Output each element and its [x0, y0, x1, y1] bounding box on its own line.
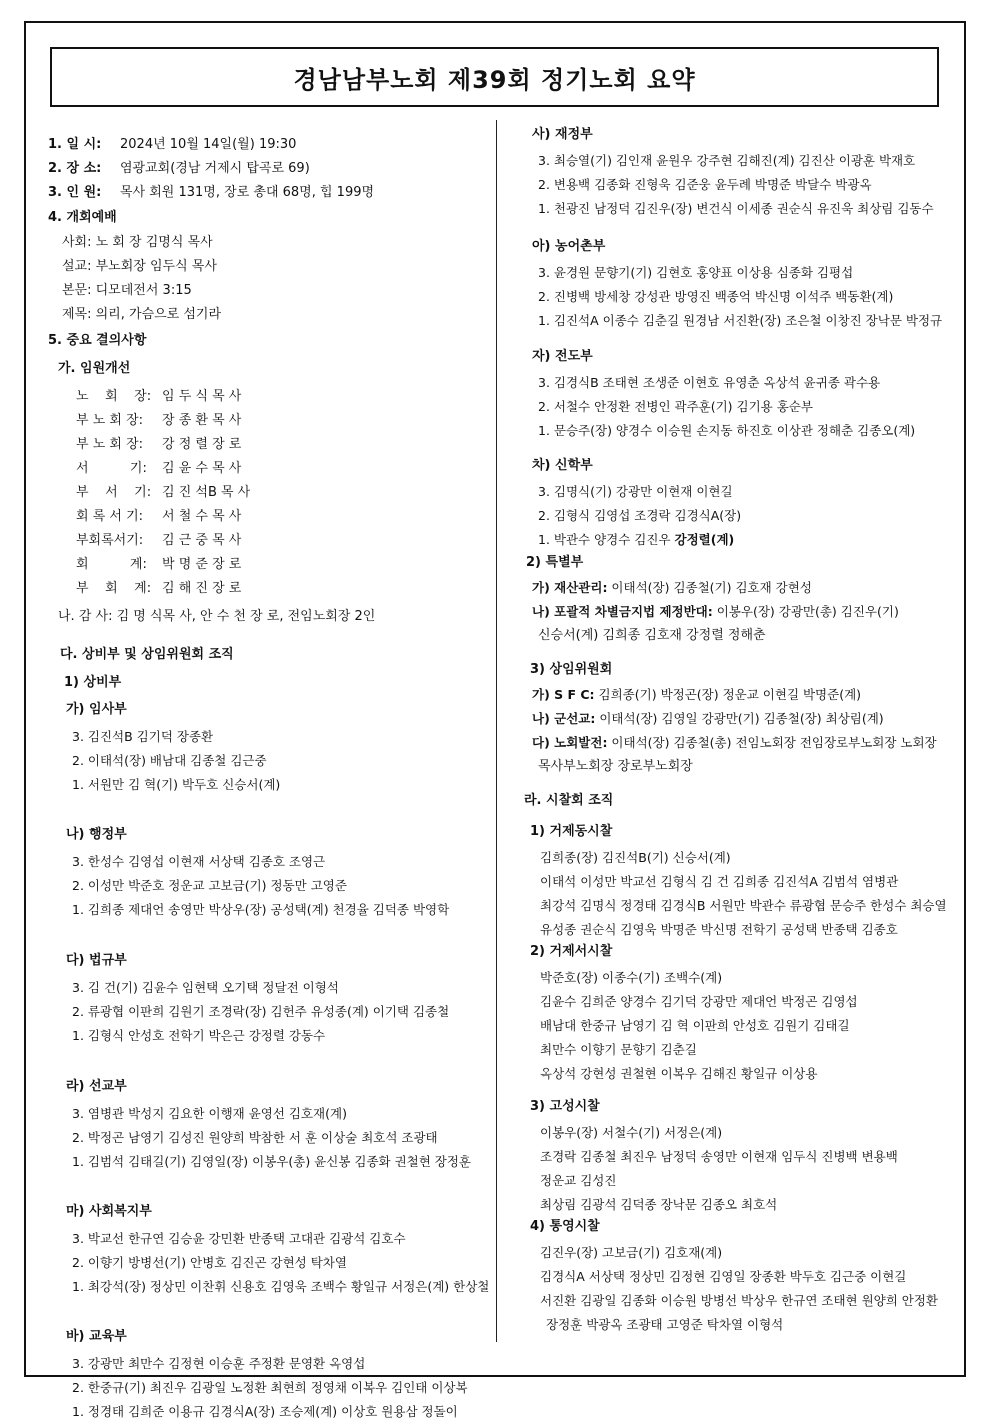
department-heading: 다) 법규부: [66, 953, 127, 968]
inspection-line: 배남대 한중규 남영기 김 혁 이판희 안성호 김원기 김태길: [540, 1018, 850, 1033]
department-line: 1. 문승주(장) 양경수 이승원 손지동 하진호 이상관 정해춘 김종오(계): [538, 423, 916, 438]
officer-role: 부 노 회 장:: [76, 413, 144, 428]
officer-row: [76, 580, 241, 598]
department-line: 3. 윤경원 문향기(기) 김현호 홍양표 이상용 심종화 김평섭: [538, 265, 854, 280]
committees-heading: 3) 상임위원회: [530, 662, 613, 677]
officer-name: 장 종 환 목 사: [162, 413, 242, 428]
committees-item-text: 이태석(장) 김영일 강광만(기) 김종철(장) 최상림(계): [595, 711, 884, 726]
department-line: 1. 김범석 김태길(기) 김영일(장) 이봉우(총) 윤신봉 김종화 권철현 장정훈: [72, 1154, 471, 1169]
worship-item: 본문: 디모데전서 3:15: [62, 283, 192, 298]
officers-heading: 가. 임원개선: [58, 361, 131, 376]
worship-heading: 4. 개회예배: [48, 210, 117, 225]
officer-name: 김 해 진 장 로: [162, 581, 242, 596]
committees-item: [532, 686, 861, 704]
department-heading: 아) 농어촌부: [532, 239, 606, 254]
department-line-text: 1. 박관수 양경수 김진우: [538, 532, 675, 547]
department-heading: 나) 행정부: [66, 827, 127, 842]
department-line-bold: 강정렬(계): [674, 532, 735, 547]
department-line: 2. 변용백 김종화 진형욱 김준웅 윤두례 박명준 박달수 박광옥: [538, 177, 872, 192]
department-line: 3. 김경식B 조태현 조생준 이현호 유영춘 옥상석 윤귀종 곽수용: [538, 375, 881, 390]
department-line: 1. 서원만 김 혁(기) 박두호 신승서(계): [72, 777, 281, 792]
department-line: 3. 김 건(기) 김윤수 임현택 오기택 정달전 이형석: [72, 980, 339, 995]
special-item-label: 가) 재산관리:: [532, 580, 608, 595]
inspection-line: 장정훈 박광옥 조광태 고영준 탁차열 이형석: [546, 1317, 784, 1332]
department-heading: 가) 임사부: [66, 702, 127, 717]
committees-item-label: 나) 군선교:: [532, 711, 596, 726]
inspection-line: 이태석 이성만 박교선 김형식 김 건 김희종 김진석A 김범석 염병관: [540, 874, 899, 889]
inspection-line: 김경식A 서상택 정상민 김정현 김영일 장종환 박두호 김근중 이현길: [540, 1269, 907, 1284]
resolutions-heading: 5. 중요 결의사항: [48, 333, 147, 348]
officer-row: [76, 460, 241, 478]
department-line: 2. 박정곤 남영기 김성진 원양희 박참한 서 훈 이상술 최호석 조광태: [72, 1130, 438, 1145]
place-line: 2. 장 소: 염광교회(경남 거제시 탑곡로 69): [48, 161, 310, 176]
department-line: 3. 염병관 박성지 김요한 이행재 윤영선 김호재(계): [72, 1106, 347, 1121]
officer-name: 김 근 중 목 사: [162, 533, 242, 548]
inspection-line: 최만수 이향기 문향기 김춘길: [540, 1042, 697, 1057]
department-line: 1. 김형식 안성호 전학기 박은근 강정렬 강동수: [72, 1028, 326, 1043]
officer-row: [76, 532, 241, 550]
officer-role: 부 노 회 장:: [76, 437, 144, 452]
committees-item-label: 가) S F C:: [532, 687, 595, 702]
inspection-line: 박준호(장) 이종수(기) 조백수(계): [540, 970, 723, 985]
committees-continuation: 목사부노회장 장로부노회장: [538, 759, 693, 774]
department-line: 2. 서철수 안정환 전병인 곽주훈(기) 김기용 홍순부: [538, 399, 813, 414]
inspection-line: 유성종 권순식 김영욱 박명준 박신명 전학기 공성택 반종택 김종호: [540, 922, 898, 937]
officer-role: 노 회 장:: [76, 389, 152, 404]
officer-name: 강 정 렬 장 로: [162, 437, 242, 452]
inspection-line: 김희종(장) 김진석B(기) 신승서(계): [540, 850, 731, 865]
officer-role: 서 기:: [76, 461, 147, 476]
department-line: 3. 박교선 한규연 김승윤 강민환 반종택 고대관 김광석 김호수: [72, 1231, 406, 1246]
department-line: 1. 김희종 제대언 송영만 박상우(장) 공성택(계) 천경율 김덕종 박영학: [72, 902, 450, 917]
worship-item: 사회: 노 회 장 김명식 목사: [62, 235, 213, 250]
column-divider: [496, 120, 497, 1342]
special-heading: 2) 특별부: [526, 555, 584, 570]
special-continuation: 신승서(계) 김희종 김호재 강정렬 정해춘: [538, 628, 766, 643]
standing-heading: 1) 상비부: [64, 675, 122, 690]
inspection-line: 이봉우(장) 서철수(기) 서정은(계): [540, 1125, 723, 1140]
inspection-line: 정운교 김성진: [540, 1173, 617, 1188]
committees-item-text: 김희종(기) 박정곤(장) 정운교 이현길 박명준(계): [594, 687, 862, 702]
department-line: 3. 최승열(기) 김인재 윤원우 강주현 김해진(계) 김진산 이광훈 박재호: [538, 153, 916, 168]
department-line: 2. 이태석(장) 배남대 김종철 김근중: [72, 753, 267, 768]
inspection-line: 최강석 김명식 정경태 김경식B 서원만 박관수 류광협 문승주 한성수 최승열: [540, 898, 947, 913]
date-line: 1. 일 시: 2024년 10월 14일(월) 19:30: [48, 137, 297, 152]
committees-item: [532, 710, 884, 728]
officer-name: 김 윤 수 목 사: [162, 461, 242, 476]
officer-role: 부 회 계:: [76, 581, 152, 596]
officer-name: 서 철 수 목 사: [162, 509, 242, 524]
department-heading: 라) 선교부: [66, 1079, 127, 1094]
inspection-line: 옥상석 강현성 권철현 이복우 김해진 황일규 이상용: [540, 1066, 818, 1081]
auditor-line: 나. 감 사: 김 명 식목 사, 안 수 천 장 로, 전임노회장 2인: [58, 609, 376, 624]
worship-item: 설교: 부노회장 임두식 목사: [62, 259, 217, 274]
special-item-text: 이태석(장) 김종철(기) 김호재 강현성: [607, 580, 812, 595]
inspection-line: 서진환 김광일 김종화 이승원 방병선 박상우 한규연 조태현 원양희 안정환: [540, 1293, 939, 1308]
department-line: 1. 천광진 남정덕 김진우(장) 변건식 이세종 권순식 유진욱 최상림 김동수: [538, 201, 934, 216]
org-heading: 다. 상비부 및 상임위원회 조직: [60, 647, 234, 662]
department-heading: 바) 교육부: [66, 1329, 127, 1344]
department-line: 1. 김진석A 이종수 김춘길 원경남 서진환(장) 조은철 이창진 장낙문 박정규: [538, 313, 943, 328]
inspection-line: 김윤수 김희준 양경수 김기덕 강광만 제대언 박정곤 김영섭: [540, 994, 858, 1009]
officer-row: [76, 484, 250, 502]
officer-role: 회 계:: [76, 557, 147, 572]
officer-role: 부 서 기:: [76, 485, 152, 500]
officer-name: 박 명 준 장 로: [162, 557, 242, 572]
department-line: 3. 김명식(기) 강광만 이현재 이현길: [538, 484, 733, 499]
inspection-group-heading: 3) 고성시찰: [530, 1099, 600, 1114]
officer-row: [76, 412, 241, 430]
department-line: 3. 김진석B 김기덕 장종환: [72, 729, 214, 744]
inspection-group-heading: 1) 거제동시찰: [530, 824, 613, 839]
department-line: 2. 한중규(기) 최진우 김광일 노정환 최현희 정영채 이복우 김인태 이상복: [72, 1380, 468, 1395]
department-line: 2. 이성만 박준호 정운교 고보금(기) 정동만 고영준: [72, 878, 347, 893]
inspection-line: 최상림 김광석 김덕종 장낙문 김종오 최호석: [540, 1197, 778, 1212]
page-title: 경남남부노회 제39회 정기노회 요약: [50, 47, 939, 107]
officer-row: [76, 436, 241, 454]
officer-row: [76, 508, 241, 526]
inspection-line: 조경락 김종철 최진우 남정덕 송영만 이현재 임두식 진병백 변용백: [540, 1149, 898, 1164]
officer-role: 회 록 서 기:: [76, 509, 144, 524]
officer-row: [76, 556, 241, 574]
officer-role: 부회록서기:: [76, 533, 144, 548]
officer-name: 김 진 석B 목 사: [162, 485, 251, 500]
department-line: 2. 진병백 방세창 강성관 방영진 백종억 박신명 이석주 백동환(계): [538, 289, 894, 304]
inspection-heading: 라. 시찰회 조직: [524, 793, 614, 808]
officer-row: [76, 388, 241, 406]
department-line: 2. 김형식 김영섭 조경락 김경식A(장): [538, 508, 742, 523]
special-item-text: 이봉우(장) 강광만(총) 김진우(기): [712, 604, 899, 619]
department-heading: 차) 신학부: [532, 458, 593, 473]
special-item-label: 나) 포괄적 차별금지법 제정반대:: [532, 604, 713, 619]
department-line: 1. 최강석(장) 정상민 이찬휘 신용호 김영욱 조백수 황일규 서정은(계) 한상철: [72, 1279, 490, 1294]
department-heading: 자) 전도부: [532, 349, 593, 364]
worship-item: 제목: 의리, 가슴으로 섬기라: [62, 307, 222, 322]
department-line: 2. 이향기 방병선(기) 안병호 김진곤 강현성 탁차열: [72, 1255, 347, 1270]
committees-item-label: 다) 노회발전:: [532, 735, 608, 750]
special-item: [532, 603, 899, 621]
inspection-group-heading: 2) 거제서시찰: [530, 944, 613, 959]
department-line: 2. 류광협 이판희 김원기 조경락(장) 김헌주 유성종(계) 이기택 김종철: [72, 1004, 450, 1019]
department-line: 1. 정경태 김희준 이용규 김경식A(장) 조승제(계) 이상호 원용삼 정돌이: [72, 1404, 458, 1419]
committees-item: [532, 734, 937, 752]
department-heading: 마) 사회복지부: [66, 1204, 152, 1219]
attendance-line: 3. 인 원: 목사 회원 131명, 장로 총대 68명, 힙 199명: [48, 185, 375, 200]
officer-name: 임 두 식 목 사: [162, 389, 242, 404]
special-item: [532, 579, 812, 597]
inspection-line: 김진우(장) 고보금(기) 김호재(계): [540, 1245, 723, 1260]
department-line: 3. 한성수 김영섭 이현재 서상택 김종호 조영근: [72, 854, 326, 869]
department-heading: 사) 재정부: [532, 127, 593, 142]
department-line: [538, 531, 734, 549]
inspection-group-heading: 4) 통영시찰: [530, 1219, 600, 1234]
department-line: 3. 강광만 최만수 김정현 이승훈 주정환 문영환 옥영섭: [72, 1356, 366, 1371]
committees-item-text: 이태석(장) 김종철(총) 전임노회장 전임장로부노회장 노회장: [607, 735, 937, 750]
